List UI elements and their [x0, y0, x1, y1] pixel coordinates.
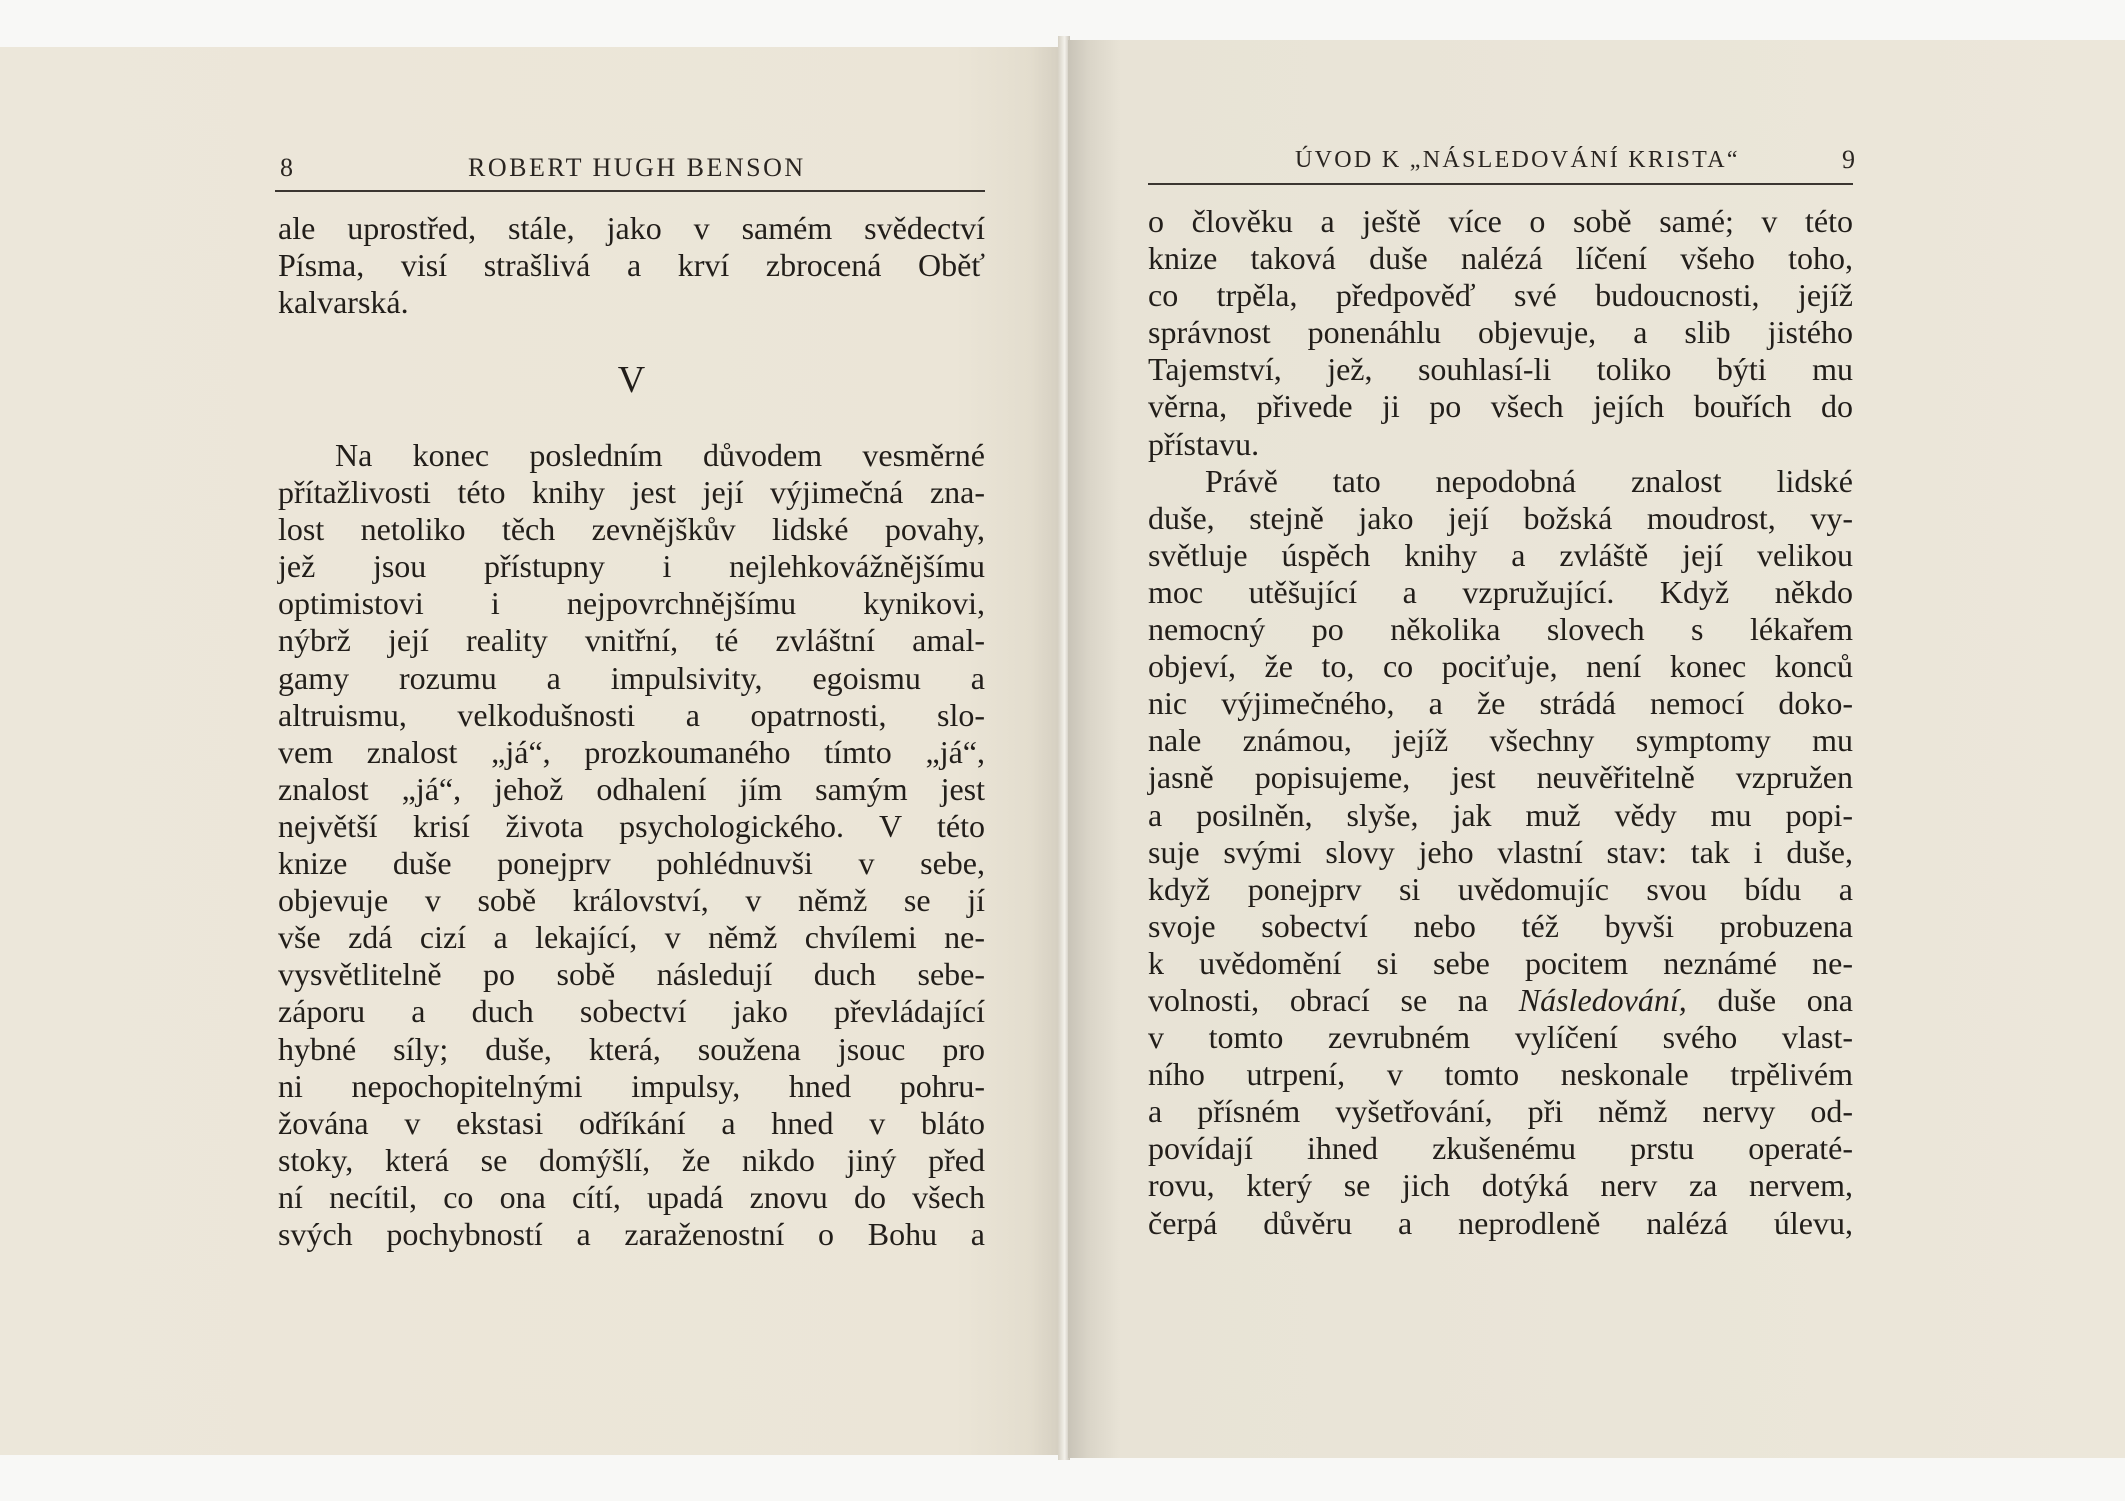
text-line: ale uprostřed, stále, jako v samém svědectví — [278, 210, 985, 246]
text-line: gamy rozumu a impulsivity, egoismu a — [278, 659, 985, 696]
text-line: znalost „já“, jehož odhalení jím samým jest — [278, 770, 985, 807]
text-line: a posilněn, slyše, jak muž vědy mu popi- — [1148, 796, 1853, 833]
text-line: suje svými slovy jeho vlastní stav: tak i duše, — [1148, 833, 1853, 870]
text-line: vše zdá cizí a lekající, v němž chvílemi ne- — [278, 919, 985, 956]
text-line: když ponejprv si uvědomujíc svou bídu a — [1148, 870, 1853, 907]
text-line: k uvědomění si sebe pocitem neznámé ne- — [1148, 944, 1853, 981]
text-line: vem znalost „já“, prozkoumaného tímto „já“, — [278, 733, 985, 770]
line-text: volnosti, obrací se na — [1148, 981, 1519, 1018]
text-line: ni nepochopitelnými impulsy, hned pohru- — [278, 1067, 985, 1104]
text-line — [1148, 982, 1853, 1019]
text-line: Na konec posledním důvodem vesměrné — [335, 437, 985, 473]
text-block — [1148, 203, 1853, 1242]
section-heading: V — [617, 359, 646, 401]
line-text: duše ona — [1686, 981, 1853, 1018]
text-line: světluje úspěch knihy a zvláště její velikou — [1148, 536, 1853, 573]
text-line: ního utrpení, v tomto neskonale trpělivém — [1148, 1056, 1853, 1093]
running-head: ÚVOD K „NÁSLEDOVÁNÍ KRISTA“ — [1295, 147, 1740, 173]
text-line: vysvětlitelně po sobě následují duch sebe- — [278, 956, 985, 993]
text-line: co trpěla, předpověď své budoucnosti, jejíž — [1148, 277, 1853, 314]
text-line: objevuje v sobě království, v němž se jí — [278, 882, 985, 919]
paragraph — [1148, 463, 1853, 1242]
text-line: stoky, která se domýšlí, že nikdo jiný před — [278, 1141, 985, 1178]
text-line: jež jsou přístupny i nejlehkovážnějšímu — [278, 548, 985, 585]
text-line: Písma, visí strašlivá a krví zbrocená Oběť — [278, 247, 985, 284]
running-head: ROBERT HUGH BENSON — [468, 153, 806, 182]
text-line: ní necítil, co ona cítí, upadá znovu do všech — [278, 1178, 985, 1215]
text-line: v tomto zevrubném vylíčení svého vlast- — [1148, 1019, 1853, 1056]
text-line: moc utěšující a vzpružující. Když někdo — [1148, 573, 1853, 610]
right-page — [1068, 40, 2125, 1458]
text-line: přístavu. — [1148, 425, 1260, 462]
text-line: hybné síly; duše, která, soužena jsouc pro — [278, 1030, 985, 1067]
text-line: žována v ekstasi odříkání a hned v bláto — [278, 1104, 985, 1141]
text-line: rovu, který se jich dotýká nerv za nervem, — [1148, 1167, 1853, 1204]
text-line: svoje sobectví nebo též byvši probuzena — [1148, 907, 1853, 944]
text-line: záporu a duch sobectví jako převládající — [278, 993, 985, 1030]
text-line: knize duše ponejprv pohlédnuvši v sebe, — [278, 845, 985, 882]
text-line: kalvarská. — [278, 284, 409, 321]
paragraph — [278, 437, 985, 1253]
text-line: čerpá důvěru a neprodleně nalézá úlevu, — [1148, 1204, 1853, 1241]
text-line: lost netoliko těch zevnějškův lidské povahy, — [278, 511, 985, 548]
text-line: přítažlivosti této knihy jest její výjimečná zna- — [278, 474, 985, 511]
text-line: o člověku a ještě více o sobě samé; v této — [1148, 203, 1853, 239]
paragraph — [278, 210, 985, 321]
italic-book-title: Následování, — [1518, 981, 1687, 1018]
text-line: duše, stejně jako její božská moudrost, vy- — [1148, 499, 1853, 536]
text-line: altruismu, velkodušnosti a opatrnosti, slo- — [278, 696, 985, 733]
text-line: největší krisí života psychologického. V této — [278, 807, 985, 844]
left-page — [0, 47, 1062, 1455]
text-line: svých pochybností a zaraženostní o Bohu a — [278, 1215, 985, 1252]
page-number: 9 — [1842, 145, 1855, 174]
text-line: nýbrž její reality vnitřní, té zvláštní amal- — [278, 622, 985, 659]
text-line: nic výjimečného, a že strádá nemocí doko- — [1148, 685, 1853, 722]
text-line: optimistovi i nejpovrchnějšímu kynikovi, — [278, 585, 985, 622]
text-line: jasně popisujeme, jest neuvěřitelně vzpružen — [1148, 759, 1853, 796]
text-line: správnost ponenáhlu objevuje, a slib jistého — [1148, 314, 1853, 351]
text-line: Tajemství, jež, souhlasí-li toliko býti mu — [1148, 351, 1853, 388]
text-line: nale známou, jejíž všechny symptomy mu — [1148, 722, 1853, 759]
text-line: a přísném vyšetřování, při němž nervy od- — [1148, 1093, 1853, 1130]
page-number: 8 — [280, 153, 293, 182]
text-line: objeví, že to, co pociťuje, není konec konců — [1148, 648, 1853, 685]
text-line: Právě tato nepodobná znalost lidské — [1205, 462, 1853, 499]
header-rule — [1148, 183, 1853, 185]
text-line: povídají ihned zkušenému prstu operaté- — [1148, 1130, 1853, 1167]
text-line: knize taková duše nalézá líčení všeho toho, — [1148, 240, 1853, 277]
text-line: věrna, přivede ji po všech jejích bouřích do — [1148, 388, 1853, 425]
paragraph — [1148, 203, 1853, 463]
text-line: nemocný po několika slovech s lékařem — [1148, 611, 1853, 648]
header-rule — [275, 190, 985, 192]
